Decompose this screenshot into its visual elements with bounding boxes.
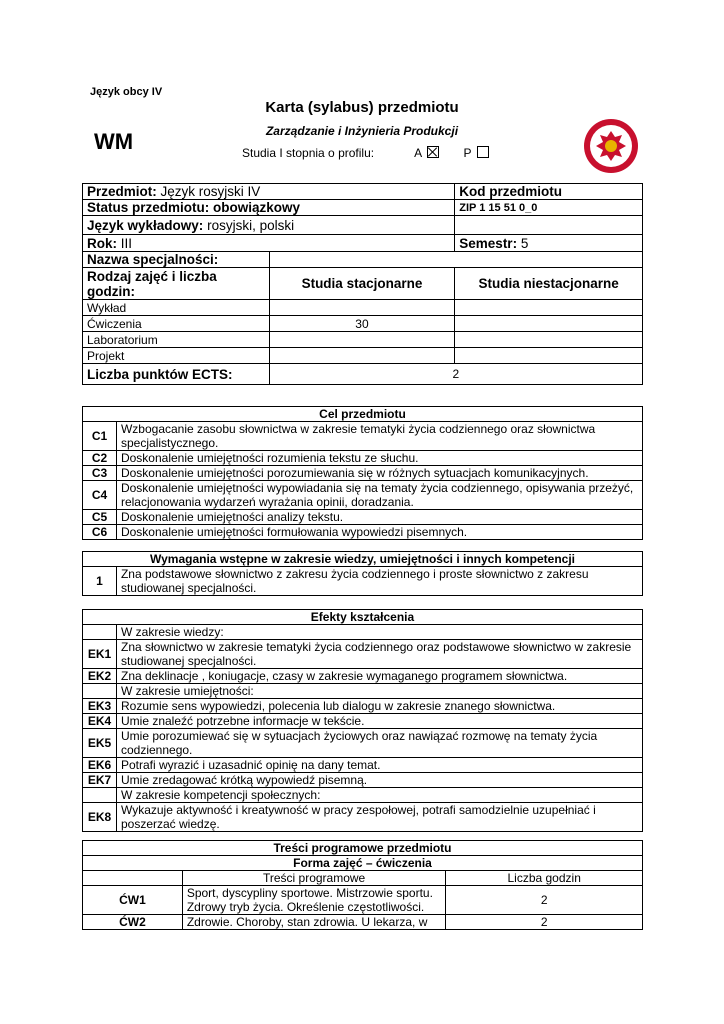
profile-a-checkbox[interactable] [427,146,439,158]
specialization-label: Nazwa specjalności: [83,252,270,268]
program-row-text: Zdrowie. Choroby, stan zdrowia. U lekarza, w [182,915,446,930]
prerequisite-text: Zna podstawowe słownictwo z zakresu życia codziennego i proste słownictwo z zakresu studiowanej specjalności. [116,567,642,596]
col-hours-header: Liczba godzin [446,871,643,886]
goal-text: Doskonalenie umiejętności rozumienia tekstu ze słuchu. [116,451,642,466]
goal-text: Doskonalenie umiejętności wypowiadania się na tematy życia codziennego, opisywania przeżyć, relacjonowania wydarzeń wyrażania opinii, doradzania. [116,481,642,510]
class-type-name: Laboratorium [83,332,270,348]
goal-text: Wzbogacanie zasobu słownictwa w zakresie tematyki życia codziennego oraz słownictwa specjalistycznego. [116,422,642,451]
study-profile [242,146,489,160]
outcome-code: EK6 [83,758,117,773]
goal-text: Doskonalenie umiejętności analizy tekstu. [116,510,642,525]
stationary-hours [269,332,455,348]
outcome-code: EK3 [83,699,117,714]
outcome-text: Rozumie sens wypowiedzi, polecenia lub dialogu w zakresie znanego słownictwa. [116,699,642,714]
outcome-text: Zna słownictwo w zakresie tematyki życia codziennego oraz podstawowe słownictwo w zakresie studiowanej specjalności. [116,640,642,669]
goal-code: C3 [83,466,117,481]
university-emblem-icon [582,117,640,175]
class-type-name: Projekt [83,348,270,364]
program-row-hours: 2 [446,915,643,930]
outcome-text: Umie znaleźć potrzebne informacje w tekście. [116,714,642,729]
doc-title: Karta (sylabus) przedmiotu [265,99,459,116]
stationary-hours [269,348,455,364]
goal-code: C6 [83,525,117,540]
profile-p-checkbox[interactable] [477,146,489,158]
subject-info-table [82,183,643,385]
outcome-text: Potrafi wyrazić i uzasadnić opinię na dany temat. [116,758,642,773]
profile-a-label: A [414,146,422,160]
nonstationary-hours [455,300,643,316]
program-row-hours: 2 [446,886,643,915]
goal-code: C4 [83,481,117,510]
status-label: Status przedmiotu: obowiązkowy [83,200,455,216]
goals-title: Cel przedmiotu [83,407,643,422]
nonstationary-hours [455,316,643,332]
class-type-name: Wykład [83,300,270,316]
stationary-header: Studia stacjonarne [269,268,455,300]
class-type-name: Ćwiczenia [83,316,270,332]
outcome-code: EK4 [83,714,117,729]
program-form: Forma zajęć – ćwiczenia [83,856,643,871]
field-of-study: Zarządzanie i Inżynieria Produkcji [265,124,459,138]
goal-text: Doskonalenie umiejętności porozumiewania się w różnych sytuacjach komunikacyjnych. [116,466,642,481]
nonstationary-hours [455,348,643,364]
outcome-code: EK5 [83,729,117,758]
outcomes-title: Efekty kształcenia [83,610,643,625]
nonstationary-header: Studia niestacjonarne [455,268,643,300]
ects-value: 2 [269,364,642,385]
goal-code: C2 [83,451,117,466]
profile-label: Studia I stopnia o profilu: [242,146,375,160]
goal-code: C5 [83,510,117,525]
semester-cell: Semestr: 5 [455,235,643,252]
ects-label: Liczba punktów ECTS: [83,364,270,385]
program-content-table [82,840,643,930]
outcome-code: EK2 [83,669,117,684]
program-row-code: ĆW2 [83,915,183,930]
goal-code: C1 [83,422,117,451]
knowledge-header: W zakresie wiedzy: [116,625,642,640]
wm-logo: WM [94,129,134,154]
stationary-hours: 30 [269,316,455,332]
stationary-hours [269,300,455,316]
program-row-text: Sport, dyscypliny sportowe. Mistrzowie sportu. Zdrowy tryb życia. Określenie częstotliwości. [182,886,446,915]
prerequisites-title: Wymagania wstępne w zakresie wiedzy, umiejętności i innych kompetencji [83,552,643,567]
goals-table [82,406,643,540]
outcome-text: Umie porozumiewać się w sytuacjach życiowych oraz nawiązać rozmowę na tematy życia codziennego. [116,729,642,758]
col-content-header: Treści programowe [182,871,446,886]
outcomes-table [82,609,643,832]
code-value: ZIP 1 15 51 0_0 [455,200,643,216]
course-title: Język obcy IV [90,86,163,98]
language-cell: Język wykładowy: rosyjski, polski [83,216,455,235]
prerequisites-table [82,551,643,596]
goal-text: Doskonalenie umiejętności formułowania wypowiedzi pisemnych. [116,525,642,540]
skills-header: W zakresie umiejętności: [116,684,642,699]
program-row-code: ĆW1 [83,886,183,915]
social-header: W zakresie kompetencji społecznych: [116,788,642,803]
profile-p-label: P [463,146,472,160]
nonstationary-hours [455,332,643,348]
outcome-code: EK1 [83,640,117,669]
outcome-code: EK8 [83,803,117,832]
outcome-text: Umie zredagować krótką wypowiedź pisemną. [116,773,642,788]
program-title: Treści programowe przedmiotu [83,841,643,856]
class-type-label: Rodzaj zajęć i liczba godzin: [83,268,270,300]
subject-cell: Przedmiot: Język rosyjski IV [83,184,455,200]
year-cell: Rok: III [83,235,455,252]
code-label: Kod przedmiotu [455,184,643,200]
prerequisite-code: 1 [83,567,117,596]
outcome-code: EK7 [83,773,117,788]
outcome-text: Wykazuje aktywność i kreatywność w pracy zespołowej, potrafi samodzielnie uzupełniać i poszerzać wiedzę. [116,803,642,832]
outcome-text: Zna deklinacje , koniugacje, czasy w zakresie wymaganego programem słownictwa. [116,669,642,684]
